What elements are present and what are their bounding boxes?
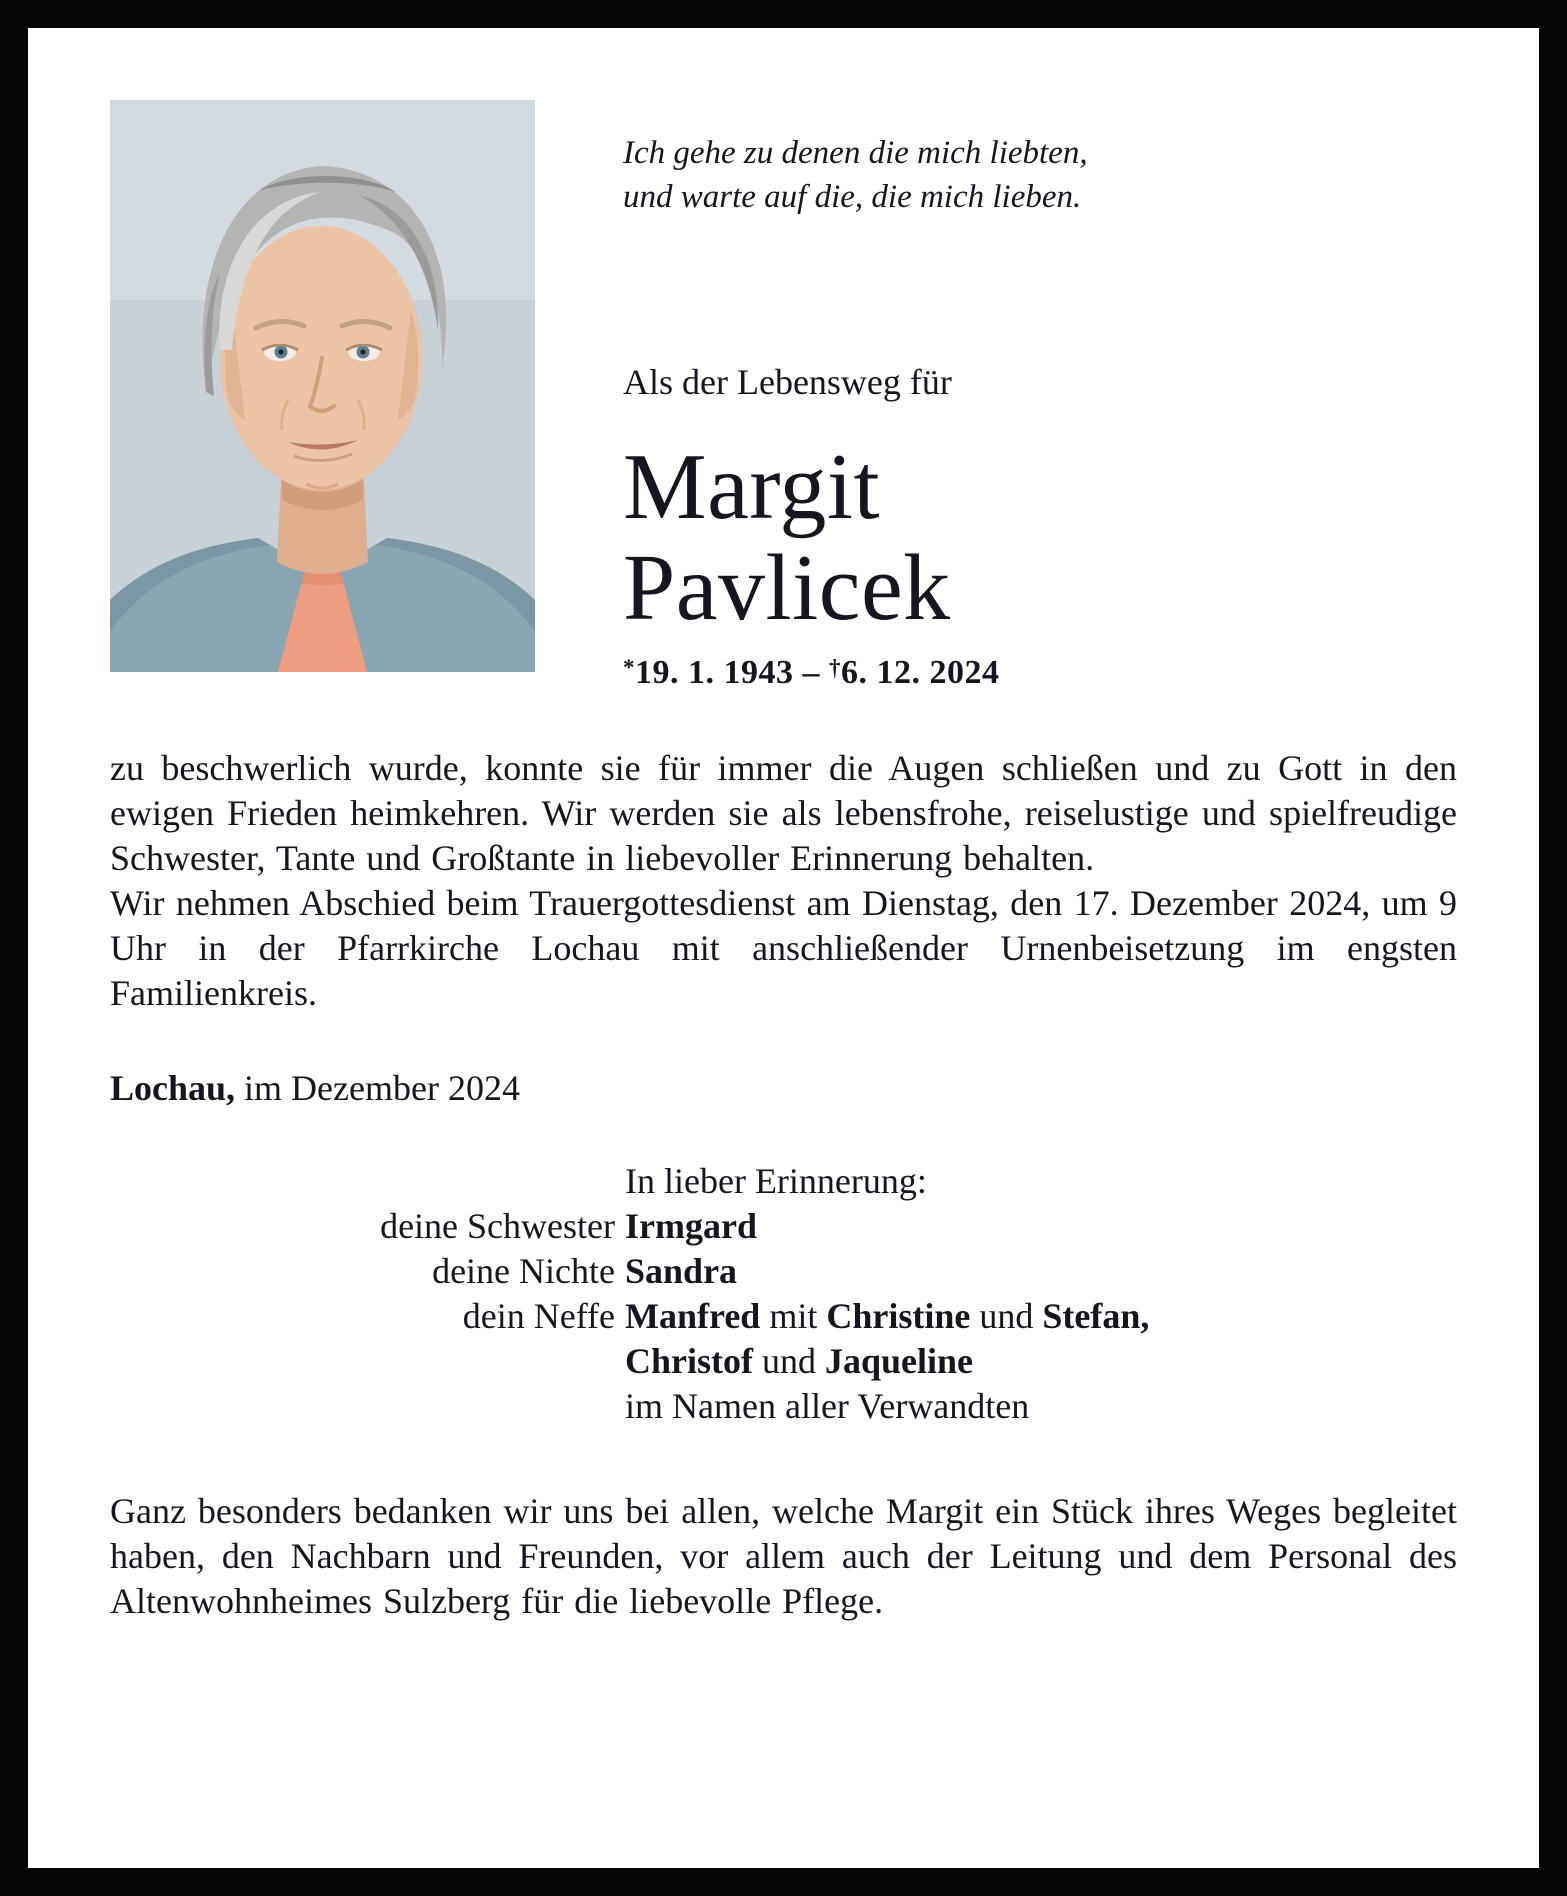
name-bold-segment: Sandra xyxy=(625,1251,738,1292)
name-bold-segment: Jaqueline xyxy=(825,1341,974,1382)
text-segment: mit xyxy=(760,1296,827,1337)
mourner-role xyxy=(110,1339,615,1384)
text-segment: im Namen aller Verwandten xyxy=(625,1386,1030,1427)
mourner-names xyxy=(625,1249,1457,1294)
obituary-body xyxy=(110,746,1457,1016)
epitaph-line-1: Ich gehe zu denen die mich liebten, xyxy=(623,135,1088,171)
first-name: Margit xyxy=(623,435,881,540)
thanks-paragraph: Ganz besonders bedanken wir uns bei allen, welche Margit ein Stück ihres Weges begleitet haben, den Nachbarn und Freunden, vor allem auch der Leitung und dem Personal des Altenwohnheimes Sulzberg für die liebevolle Pflege. xyxy=(110,1491,1457,1622)
text-segment: im Dezember 2024 xyxy=(235,1068,520,1109)
epitaph xyxy=(623,132,1457,219)
death-date: 6. 12. 2024 xyxy=(841,654,1000,692)
mourner-role xyxy=(110,1384,615,1429)
name-bold-segment: Lochau, xyxy=(110,1068,236,1109)
mourner-names xyxy=(625,1294,1457,1339)
mourner-row xyxy=(110,1384,1457,1429)
mourner-row xyxy=(110,1294,1457,1339)
birth-date: 19. 1. 1943 xyxy=(635,654,794,692)
mourner-row xyxy=(110,1339,1457,1384)
name-bold-segment: Manfred xyxy=(625,1296,761,1337)
life-dates xyxy=(623,654,1457,692)
mourner-names xyxy=(625,1204,1457,1249)
mourner-row xyxy=(110,1204,1457,1249)
mourner-row xyxy=(110,1249,1457,1294)
death-symbol: † xyxy=(829,655,841,681)
mourner-role: deine Nichte xyxy=(432,1251,615,1292)
body-paragraph-2: Wir nehmen Abschied beim Trauergottesdienst am Dienstag, den 17. Dezember 2024, um 9 Uhr in der Pfarrkirche Lochau mit anschließender Urnenbeisetzung im engsten Familienkreis. xyxy=(110,883,1457,1014)
text-segment: und xyxy=(970,1296,1043,1337)
memorial-heading: In lieber Erinnerung: xyxy=(625,1161,927,1202)
body-paragraph-1: zu beschwerlich wurde, konnte sie für immer die Augen schließen und zu Gott in den ewigen Frieden heimkehren. Wir werden sie als lebensfrohe, reiselustige und spielfreudige Schwester, Tante und Großtante in liebevoller Erinnerung behalten. xyxy=(110,748,1457,879)
intro-line: Als der Lebensweg für xyxy=(623,362,952,403)
mourner-role: deine Schwester xyxy=(380,1206,615,1247)
name-bold-segment: Irmgard xyxy=(625,1206,757,1247)
name-bold-segment: Christof xyxy=(625,1341,753,1382)
top-section xyxy=(110,100,1457,692)
birth-symbol: * xyxy=(623,655,635,681)
place-and-date-line xyxy=(110,1066,1457,1111)
text-segment: und xyxy=(753,1341,825,1382)
dates-separator: – xyxy=(802,654,820,692)
name-bold-segment: Stefan, xyxy=(1042,1296,1150,1337)
name-bold-segment: Christine xyxy=(826,1296,971,1337)
portrait-photo xyxy=(110,100,535,672)
epitaph-line-2: und warte auf die, die mich lieben. xyxy=(623,178,1082,215)
mourner-names xyxy=(625,1339,1457,1384)
deceased-name xyxy=(623,437,1457,638)
right-column xyxy=(623,100,1457,692)
obituary-page xyxy=(28,28,1539,1868)
mourner-names xyxy=(625,1384,1457,1429)
memorial-section xyxy=(110,1159,1457,1429)
mourner-role: dein Neffe xyxy=(462,1296,615,1337)
last-name: Pavlicek xyxy=(623,535,951,640)
portrait-illustration xyxy=(110,100,535,672)
